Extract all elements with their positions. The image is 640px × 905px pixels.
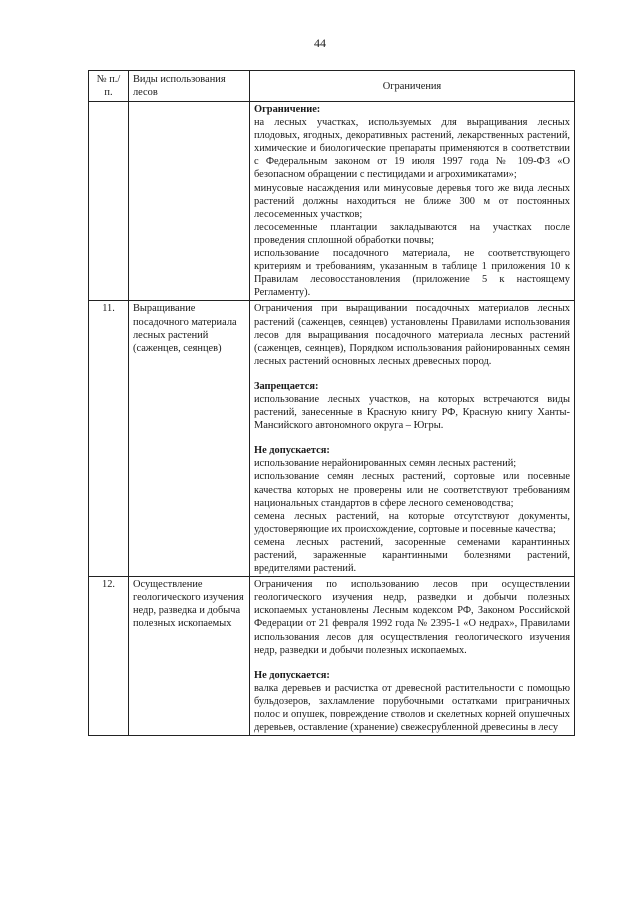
row-restrictions [250, 577, 575, 736]
table-row [89, 577, 575, 736]
page-number: 44 [314, 36, 326, 50]
restriction-paragraph: лесосеменные плантации закладываются на участках после проведения сплошной обработки почвы; [254, 221, 570, 246]
restriction-paragraph: семена лесных растений, засоренные семенами карантинных растений, зараженные карантинными болезнями растений, вредителями растений. [254, 536, 570, 575]
row-forest-use-type: Выращивание посадочного материала лесных растений (саженцев, сеянцев) [129, 301, 250, 577]
table-row [89, 102, 575, 301]
restriction-paragraph: Ограничения при выращивании посадочных материалов лесных растений (саженцев, сеянцев) установлены Правилами использования лесов для выращивания посадочного материала лесных растений (саженцев, сеянцев), Порядком использования районированных семян лесных растений основных лесных древесных пород. [254, 303, 570, 367]
restriction-paragraph: Ограничения по использованию лесов при осуществлении геологического изучения недр, разведки и добычи полезных ископаемых установлены Лесным кодексом РФ, Законом Российской Федерации от 21 февраля 1992 года № 2395-1 «О недрах», Правилами использования лесов для осуществления геологического изучения недр, разведки и добычи полезных ископаемых. [254, 579, 570, 656]
table-header-row [89, 71, 575, 102]
row-forest-use-type [129, 102, 250, 301]
table-row [89, 301, 575, 577]
row-restrictions [250, 102, 575, 301]
restriction-heading: Не допускается: [254, 669, 330, 681]
row-number: 11. [89, 301, 129, 577]
restriction-paragraph: валка деревьев и расчистка от древесной растительности с помощью бульдозеров, захламление порубочными остатками приграничных полос и опушек, повреждение стволов и скелетных корней опушечных деревьев, оставление (хранение) свежесрубленной древесины в лесу [254, 682, 570, 734]
header-number: № п./п. [89, 71, 129, 102]
restriction-paragraph: использование лесных участков, на которых встречаются виды растений, занесенные в Красную книгу РФ, Красную книгу Ханты-Мансийского автономного округа – Югры. [254, 393, 570, 432]
restriction-heading: Ограничение: [254, 104, 321, 115]
header-forest-use-types: Виды использования лесов [129, 71, 250, 102]
restriction-paragraph: семена лесных растений, на которые отсутствуют документы, удостоверяющие их происхождение, сортовые и посевные качества; [254, 510, 570, 535]
paragraph-gap [254, 657, 570, 669]
restriction-paragraph: минусовые насаждения или минусовые деревья того же вида лесных растений должны находиться не ближе 300 м от постоянных лесосеменных участков; [254, 182, 570, 220]
restriction-paragraph: использование посадочного материала, не соответствующего критериям и требованиям, указанным в таблице 1 приложения 10 к Правилам лесовосстановления (приложение 5 к настоящему Регламенту). [254, 248, 570, 299]
header-restrictions: Ограничения [250, 71, 575, 102]
row-restrictions [250, 301, 575, 577]
restriction-heading: Запрещается: [254, 380, 319, 392]
row-number [89, 102, 129, 301]
paragraph-gap [254, 368, 570, 380]
restriction-paragraph: использование семян лесных растений, сортовые или посевные качества которых не проверены или не соответствуют требованиям национальных стандартов в сфере лесного семеноводства; [254, 471, 570, 509]
restriction-heading: Не допускается: [254, 445, 330, 457]
regulations-table [88, 70, 575, 736]
restriction-paragraph: на лесных участках, используемых для выращивания лесных плодовых, ягодных, декоративных растений, лекарственных растений, химические и биологические препараты применяются в соответствии с Федеральным законом от 19 июля 1997 года № 109-ФЗ «О безопасном обращении с пестицидами и агрохимикатами»; [254, 117, 570, 181]
row-number: 12. [89, 577, 129, 736]
paragraph-gap [254, 432, 570, 444]
restriction-paragraph: использование нерайонированных семян лесных растений; [254, 458, 517, 470]
row-forest-use-type: Осуществление геологического изучения недр, разведка и добыча полезных ископаемых [129, 577, 250, 736]
